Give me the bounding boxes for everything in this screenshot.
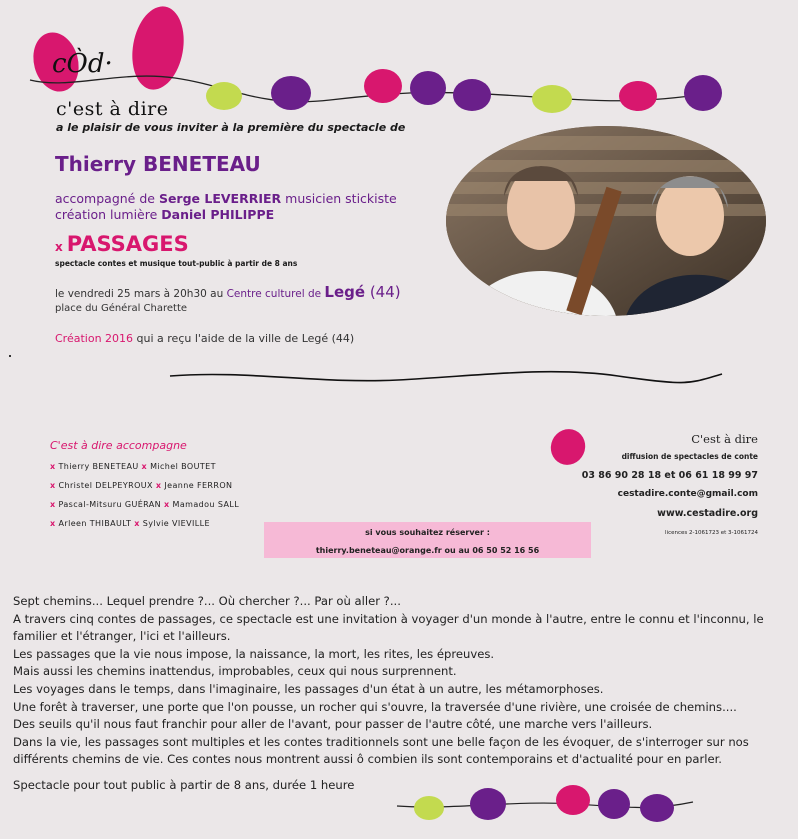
- event-date: le vendredi 25 mars à 20h30 au Centre culturel de Legé (44): [55, 283, 401, 301]
- accompagne-row: x Thierry BENETEAU x Michel BOUTET: [50, 462, 216, 471]
- logo-caption: c'est à dire: [56, 98, 169, 120]
- contact-name: C'est à dire: [691, 432, 758, 446]
- contact-blob-icon: [548, 426, 590, 468]
- accompagne-title: C'est à dire accompagne: [50, 439, 187, 452]
- lighting-line: création lumière Daniel PHILIPPE: [55, 207, 275, 222]
- accompagne-row: x Arleen THIBAULT x Sylvie VIEVILLE: [50, 519, 210, 528]
- artist-name: Thierry BENETEAU: [55, 152, 261, 176]
- event-address: place du Général Charette: [55, 303, 188, 314]
- logo-mark: cÒd·: [52, 49, 113, 79]
- booking-label: si vous souhaitez réserver :: [365, 528, 490, 537]
- description-line: Une forêt à traverser, une porte que l'on pousse, un rocher qui s'ouvre, la traversée d'une rivière, une croisée de chemins....: [13, 699, 737, 714]
- booking-contact[interactable]: thierry.beneteau@orange.fr ou au 06 50 52 16 56: [315, 546, 540, 555]
- description-line: Dans la vie, les passages sont multiples et les contes traditionnels sont une belle façon de les évoquer, de s'interroger sur nos différents chemins de vie. Ces contes nous montrent aussi ô combien ils sont contemporains et d'actualité pour en parler.: [13, 734, 749, 767]
- contact-website[interactable]: www.cestadire.org: [657, 508, 758, 519]
- artists-photo: [446, 126, 766, 316]
- contact-phones: 03 86 90 28 18 et 06 61 18 99 97: [581, 470, 758, 481]
- description: [13, 593, 791, 769]
- description-line: Sept chemins... Lequel prendre ?... Où chercher ?... Par où aller ?...: [13, 594, 401, 608]
- contact-email[interactable]: cestadire.conte@gmail.com: [617, 489, 758, 499]
- description-line: Les passages que la vie nous impose, la naissance, la mort, les rites, les épreuves.: [13, 646, 495, 661]
- footer-note: Spectacle pour tout public à partir de 8 ans, durée 1 heure: [13, 778, 355, 792]
- description-line: Mais aussi les chemins inattendus, improbables, ceux qui nous surprennent.: [13, 664, 457, 679]
- bottom-decoration: [395, 780, 695, 830]
- accompagne-row: x Christel DELPEYROUX x Jeanne FERRON: [50, 481, 233, 490]
- booking-box: [264, 522, 591, 558]
- show-title: x PASSAGES: [55, 232, 189, 256]
- contact-licences: licences 2-1061723 et 3-1061724: [665, 530, 758, 536]
- title-marker: x: [55, 240, 63, 254]
- accompagne-row: x Pascal-Mitsuru GUÉRAN x Mamadou SALL: [50, 500, 240, 509]
- description-line: A travers cinq contes de passages, ce spectacle est une invitation à voyager d'un monde à l'autre, entre le connu et l'inconnu, le familier et l'étranger, l'ici et l'ailleurs.: [13, 611, 764, 644]
- creation-note: Création 2016 qui a reçu l'aide de la ville de Legé (44): [55, 332, 355, 345]
- accompanist-line: accompagné de Serge LEVERRIER musicien stickiste: [55, 191, 397, 206]
- show-subtitle: spectacle contes et musique tout-public à partir de 8 ans: [55, 259, 298, 268]
- description-line: Des seuils qu'il nous faut franchir pour aller de l'avant, pour passer de l'autre côté, une marche vers l'ailleurs.: [13, 717, 653, 732]
- description-line: Les voyages dans le temps, dans l'imaginaire, les passages d'un état à un autre, les métamorphoses.: [13, 681, 604, 696]
- invitation-text: a le plaisir de vous inviter à la première du spectacle de: [56, 121, 406, 134]
- contact-subtitle: diffusion de spectacles de conte: [621, 452, 758, 461]
- divider-string: [168, 362, 724, 394]
- stray-dot: [9, 355, 11, 357]
